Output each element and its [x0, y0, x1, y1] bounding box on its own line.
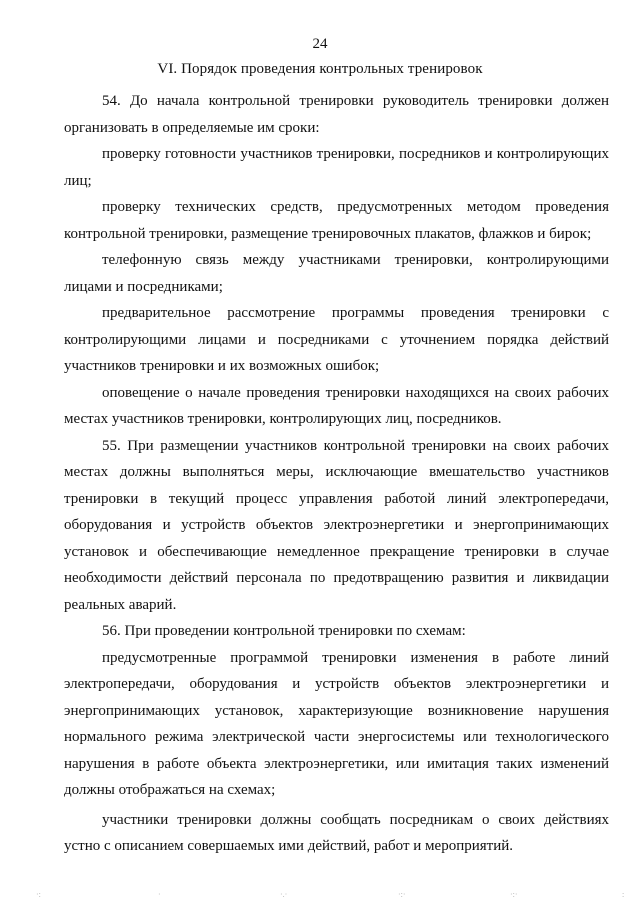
scan-speck: ·.·	[280, 890, 288, 899]
list-item-technical-check: проверку технических средств, предусмотренных методом проведения контрольной тренировки, размещение тренировочных плакатов, флажков и бирок;	[64, 199, 609, 242]
document-body	[64, 88, 609, 860]
paragraph-56: 56. При проведении контрольной тренировки по схемам:	[102, 623, 466, 639]
section-title: VI. Порядок проведения контрольных тренировок	[157, 61, 483, 77]
list-item-scheme-changes: предусмотренные программой тренировки изменения в работе линий электропередачи, оборудования и устройств объектов электроэнергетики и энергопринимающих установок, характеризующие возникновение нарушения нормального режима электрической части энергосистемы или технологического нарушения в работе объекта электроэнергетики, или имитация таких изменений должны отображаться на схемах;	[64, 649, 609, 798]
list-item-telephone-link: телефонную связь между участниками тренировки, контролирующими лицами и посредниками;	[64, 252, 609, 295]
scan-speck: ·:	[36, 890, 41, 899]
scan-speck: :	[622, 890, 625, 899]
paragraph-55: 55. При размещении участников контрольной тренировки на своих рабочих местах должны выполняться меры, исключающие вмешательство участников тренировки в текущий процесс управления работой линий электропередачи, оборудования и устройств объектов электроэнергетики и энергопринимающих установок и обеспечивающие немедленное прекращение тренировки в случае необходимости действий персонала по предотвращению развития и ликвидации реальных аварий.	[64, 437, 609, 613]
list-item-notification: оповещение о начале проведения тренировки находящихся на своих рабочих местах участников тренировки, контролирующих лиц, посредников.	[64, 384, 609, 427]
scan-speck: ·:·	[510, 890, 518, 899]
scan-speck: ·	[158, 890, 161, 899]
page-number: 24	[312, 36, 328, 52]
list-item-readiness-check: проверку готовности участников тренировки, посредников и контролирующих лиц;	[64, 146, 609, 189]
paragraph-54: 54. До начала контрольной тренировки руководитель тренировки должен организовать в определяемые им сроки:	[64, 93, 609, 136]
scan-speck: ·:·	[398, 890, 406, 899]
scan-artifacts	[0, 887, 640, 901]
list-item-program-review: предварительное рассмотрение программы проведения тренировки с контролирующими лицами и посредниками с уточнением порядка действий участников тренировки и их возможных ошибок;	[64, 305, 609, 374]
list-item-oral-report: участники тренировки должны сообщать посредникам о своих действиях устно с описанием совершаемых ими действий, работ и мероприятий.	[64, 811, 609, 854]
